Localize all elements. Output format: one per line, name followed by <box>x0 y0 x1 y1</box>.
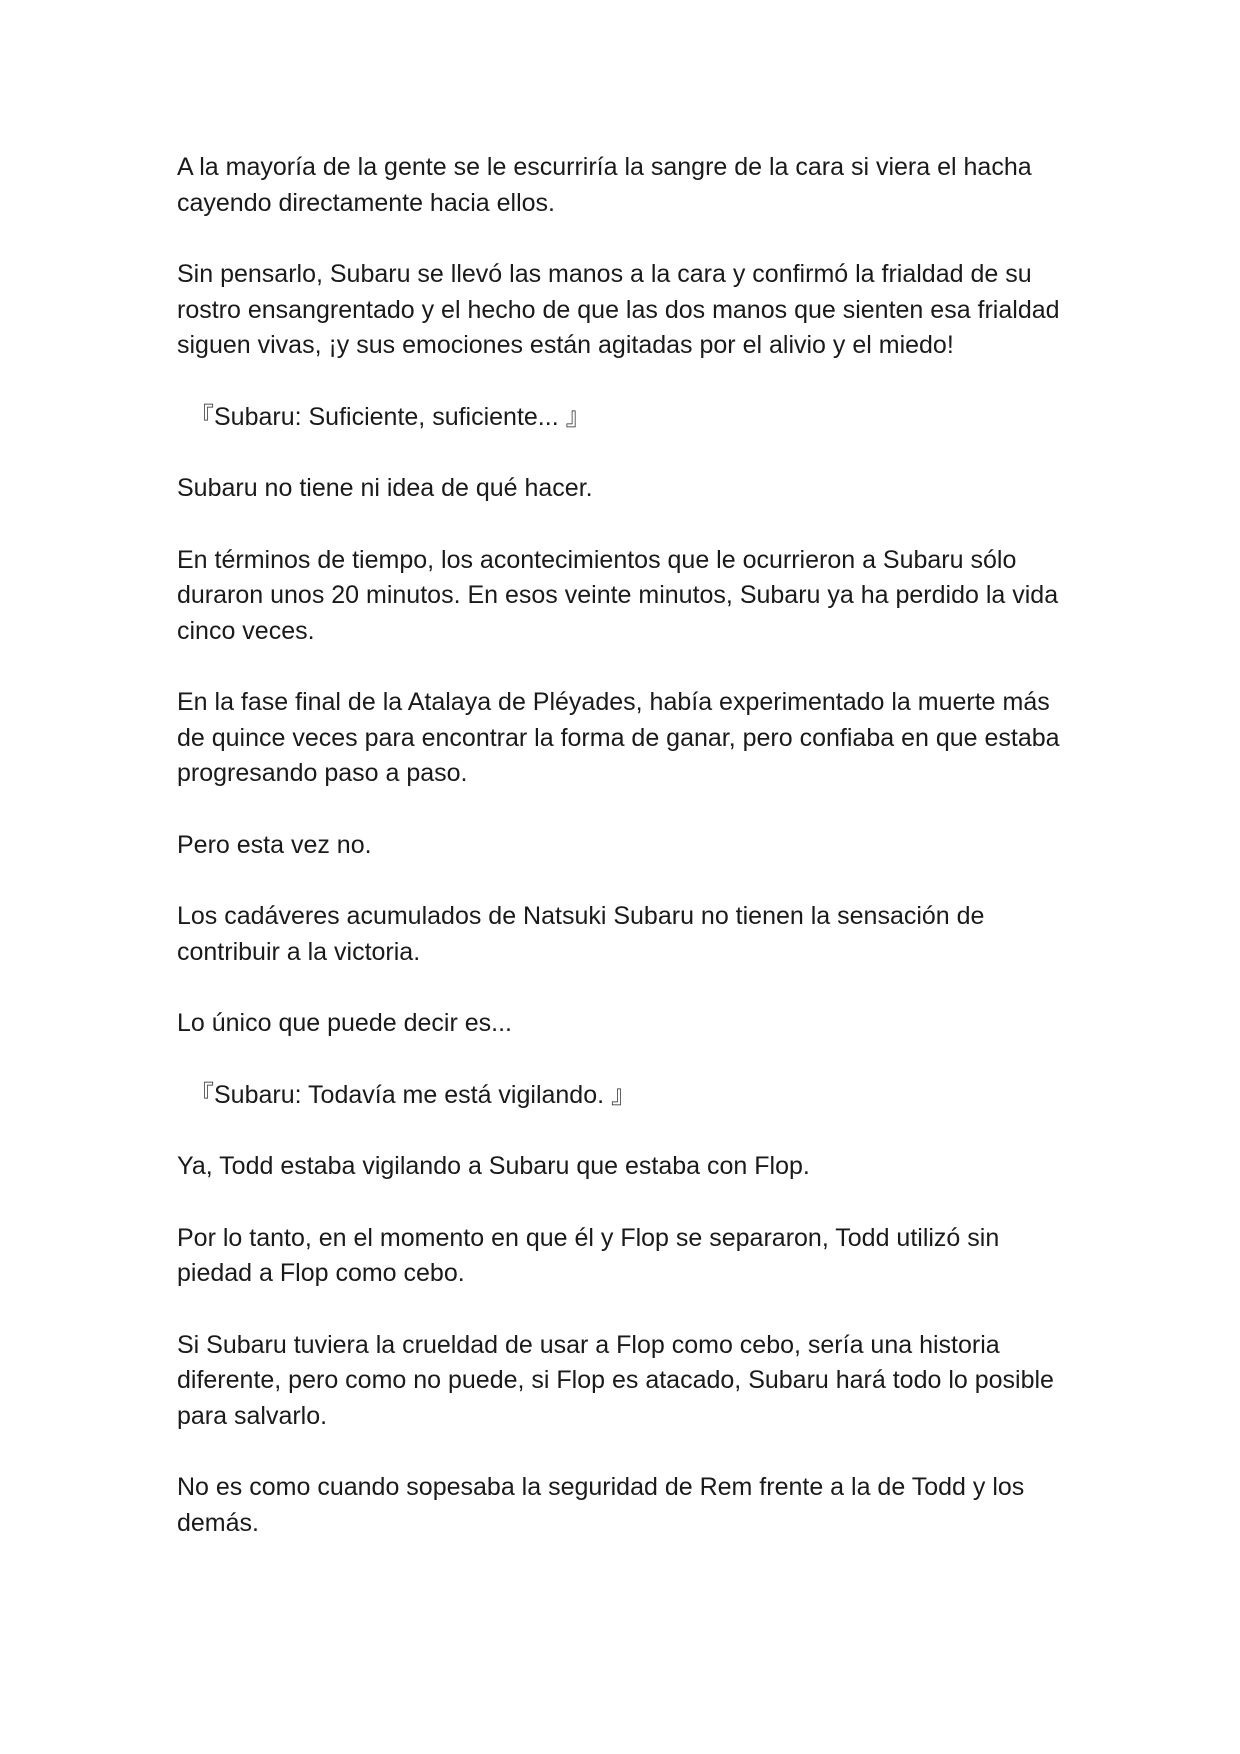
paragraph-11: Si Subaru tuviera la crueldad de usar a Flop como cebo, sería una historia diferente, pero como no puede, si Flop es atacado, Subaru hará todo lo posible para salvarlo. <box>177 1330 1054 1430</box>
paragraph-2: Sin pensarlo, Subaru se llevó las manos a la cara y confirmó la frialdad de su rostro ensangrentado y el hecho de que las dos manos que sienten esa frialdad siguen vivas, ¡y sus emociones están agitadas por el alivio y el miedo! <box>177 260 1060 359</box>
paragraph-6: Pero esta vez no. <box>177 830 372 859</box>
paragraph-9: Ya, Todd estaba vigilando a Subaru que estaba con Flop. <box>177 1152 810 1180</box>
paragraph-4: En términos de tiempo, los acontecimientos que le ocurrieron a Subaru sólo duraron unos 20 minutos. En esos veinte minutos, Subaru ya ha perdido la vida cinco veces. <box>177 545 1059 645</box>
dialogue-line-2: 『Subaru: Todavía me está vigilando. 』 <box>189 1080 637 1109</box>
paragraph-12: No es como cuando sopesaba la seguridad de Rem frente a la de Todd y los demás. <box>177 1473 1025 1537</box>
paragraph-8: Lo único que puede decir es... <box>177 1009 512 1037</box>
paragraph-1: A la mayoría de la gente se le escurriría la sangre de la cara si viera el hacha cayendo directamente hacia ellos. <box>177 153 1032 217</box>
paragraph-10: Por lo tanto, en el momento en que él y Flop se separaron, Todd utilizó sin piedad a Flop como cebo. <box>177 1223 1000 1287</box>
paragraph-5: En la fase final de la Atalaya de Pléyades, había experimentado la muerte más de quince veces para encontrar la forma de ganar, pero confiaba en que estaba progresando paso a paso. <box>177 688 1060 787</box>
paragraph-7: Los cadáveres acumulados de Natsuki Subaru no tienen la sensación de contribuir a la victoria. <box>177 902 985 966</box>
document-body <box>177 150 1077 1577</box>
dialogue-line-1: 『Subaru: Suficiente, suficiente... 』 <box>189 402 591 431</box>
paragraph-3: Subaru no tiene ni idea de qué hacer. <box>177 474 593 502</box>
